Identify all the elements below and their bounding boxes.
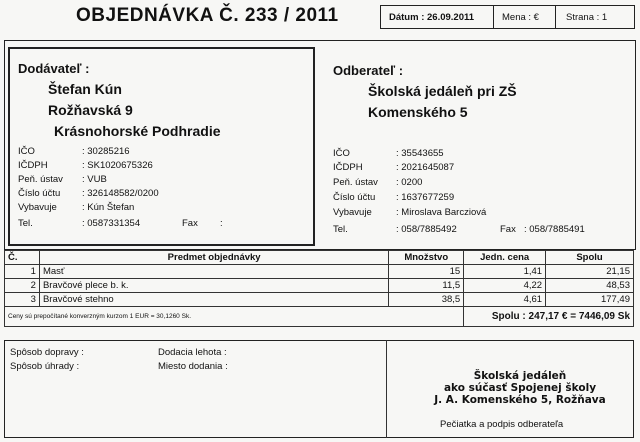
row-qty: 11,5	[389, 279, 464, 293]
stamp-line-1: Školská jedáleň	[473, 370, 567, 382]
supplier-contact-label: Vybavuje	[18, 202, 57, 213]
page-label: Strana : 1	[566, 12, 608, 23]
supplier-contact-value: : Kún Štefan	[82, 202, 135, 213]
customer-fax-value: : 058/7885491	[524, 224, 585, 235]
supplier-bank-value: : VUB	[82, 174, 107, 185]
row-price: 4,22	[464, 279, 546, 293]
row-price: 1,41	[464, 265, 546, 279]
payment-label: Spôsob úhrady :	[10, 361, 80, 372]
supplier-account-value: : 326148582/0200	[82, 188, 159, 199]
customer-street: Komenského 5	[368, 104, 468, 120]
conversion-note: Ceny sú prepočítané konverzným kurzom 1 EUR = 30,1260 Sk.	[5, 307, 464, 327]
row-total: 21,15	[546, 265, 634, 279]
date-label: Dátum : 26.09.2011	[389, 12, 475, 23]
row-total: 48,53	[546, 279, 634, 293]
footer-divider	[386, 340, 387, 438]
table-header-row	[5, 251, 634, 265]
supplier-tel-label: Tel.	[18, 218, 33, 229]
customer-heading: Odberateľ :	[333, 63, 404, 78]
customer-stamp	[410, 370, 630, 406]
row-number: 1	[5, 265, 40, 279]
supplier-account-label: Číslo účtu	[18, 188, 61, 199]
row-item: Bravčové stehno	[39, 293, 388, 307]
row-qty: 38,5	[389, 293, 464, 307]
supplier-bank-label: Peň. ústav	[18, 174, 63, 185]
currency-box	[493, 5, 556, 29]
customer-contact-label: Vybavuje	[333, 207, 372, 218]
date-box	[380, 5, 494, 29]
supplier-icdph-value: : SK1020675326	[82, 160, 153, 171]
customer-ico-label: IČO	[333, 148, 350, 159]
table-row	[5, 293, 634, 307]
supplier-street: Rožňavská 9	[48, 102, 133, 118]
supplier-fax-label: Fax	[182, 218, 198, 229]
customer-ico-value: : 35543655	[396, 148, 444, 159]
supplier-ico-value: : 30285216	[82, 146, 130, 157]
supplier-fax-value: :	[220, 218, 223, 229]
currency-label: Mena : €	[502, 12, 539, 23]
transport-label: Spôsob dopravy :	[10, 347, 84, 358]
supplier-heading: Dodávateľ :	[18, 61, 90, 76]
row-number: 3	[5, 293, 40, 307]
row-item: Masť	[39, 265, 388, 279]
supplier-city: Krásnohorské Podhradie	[54, 123, 221, 139]
row-total: 177,49	[546, 293, 634, 307]
row-number: 2	[5, 279, 40, 293]
items-table	[4, 250, 634, 327]
place-label: Miesto dodania :	[158, 361, 228, 372]
signature-label: Pečiatka a podpis odberateľa	[440, 419, 564, 430]
row-item: Bravčové plece b. k.	[39, 279, 388, 293]
row-qty: 15	[389, 265, 464, 279]
customer-account-label: Číslo účtu	[333, 192, 376, 203]
page-box	[555, 5, 635, 29]
summary-row	[5, 307, 634, 327]
customer-bank-label: Peň. ústav	[333, 177, 378, 188]
customer-icdph-value: : 2021645087	[396, 162, 455, 173]
customer-bank-value: : 0200	[396, 177, 423, 188]
order-total: Spolu : 247,17 € = 7446,09 Sk	[464, 307, 634, 327]
col-qty-header: Množstvo	[389, 251, 464, 265]
col-item-header: Predmet objednávky	[39, 251, 388, 265]
col-price-header: Jedn. cena	[464, 251, 546, 265]
customer-tel-label: Tel.	[333, 224, 348, 235]
supplier-name: Štefan Kún	[48, 81, 122, 97]
supplier-icdph-label: IČDPH	[18, 160, 48, 171]
supplier-box	[8, 47, 315, 246]
supplier-tel-value: : 0587331354	[82, 218, 141, 229]
supplier-ico-label: IČO	[18, 146, 35, 157]
table-row	[5, 265, 634, 279]
delivery-label: Dodacia lehota :	[158, 347, 227, 358]
col-total-header: Spolu	[546, 251, 634, 265]
table-row	[5, 279, 634, 293]
document-title: OBJEDNÁVKA Č. 233 / 2011	[76, 5, 339, 26]
customer-icdph-label: IČDPH	[333, 162, 363, 173]
customer-contact-value: : Miroslava Barcziová	[396, 207, 487, 218]
stamp-line-3: J. A. Komenského 5, Rožňava	[434, 394, 606, 406]
col-number-header: Č.	[5, 251, 40, 265]
stamp-line-2: ako súčasť Spojenej školy	[443, 382, 597, 394]
customer-name: Školská jedáleň pri ZŠ	[368, 83, 517, 99]
customer-account-value: : 1637677259	[396, 192, 455, 203]
customer-tel-value: : 058/7885492	[396, 224, 457, 235]
row-price: 4,61	[464, 293, 546, 307]
customer-fax-label: Fax	[500, 224, 516, 235]
